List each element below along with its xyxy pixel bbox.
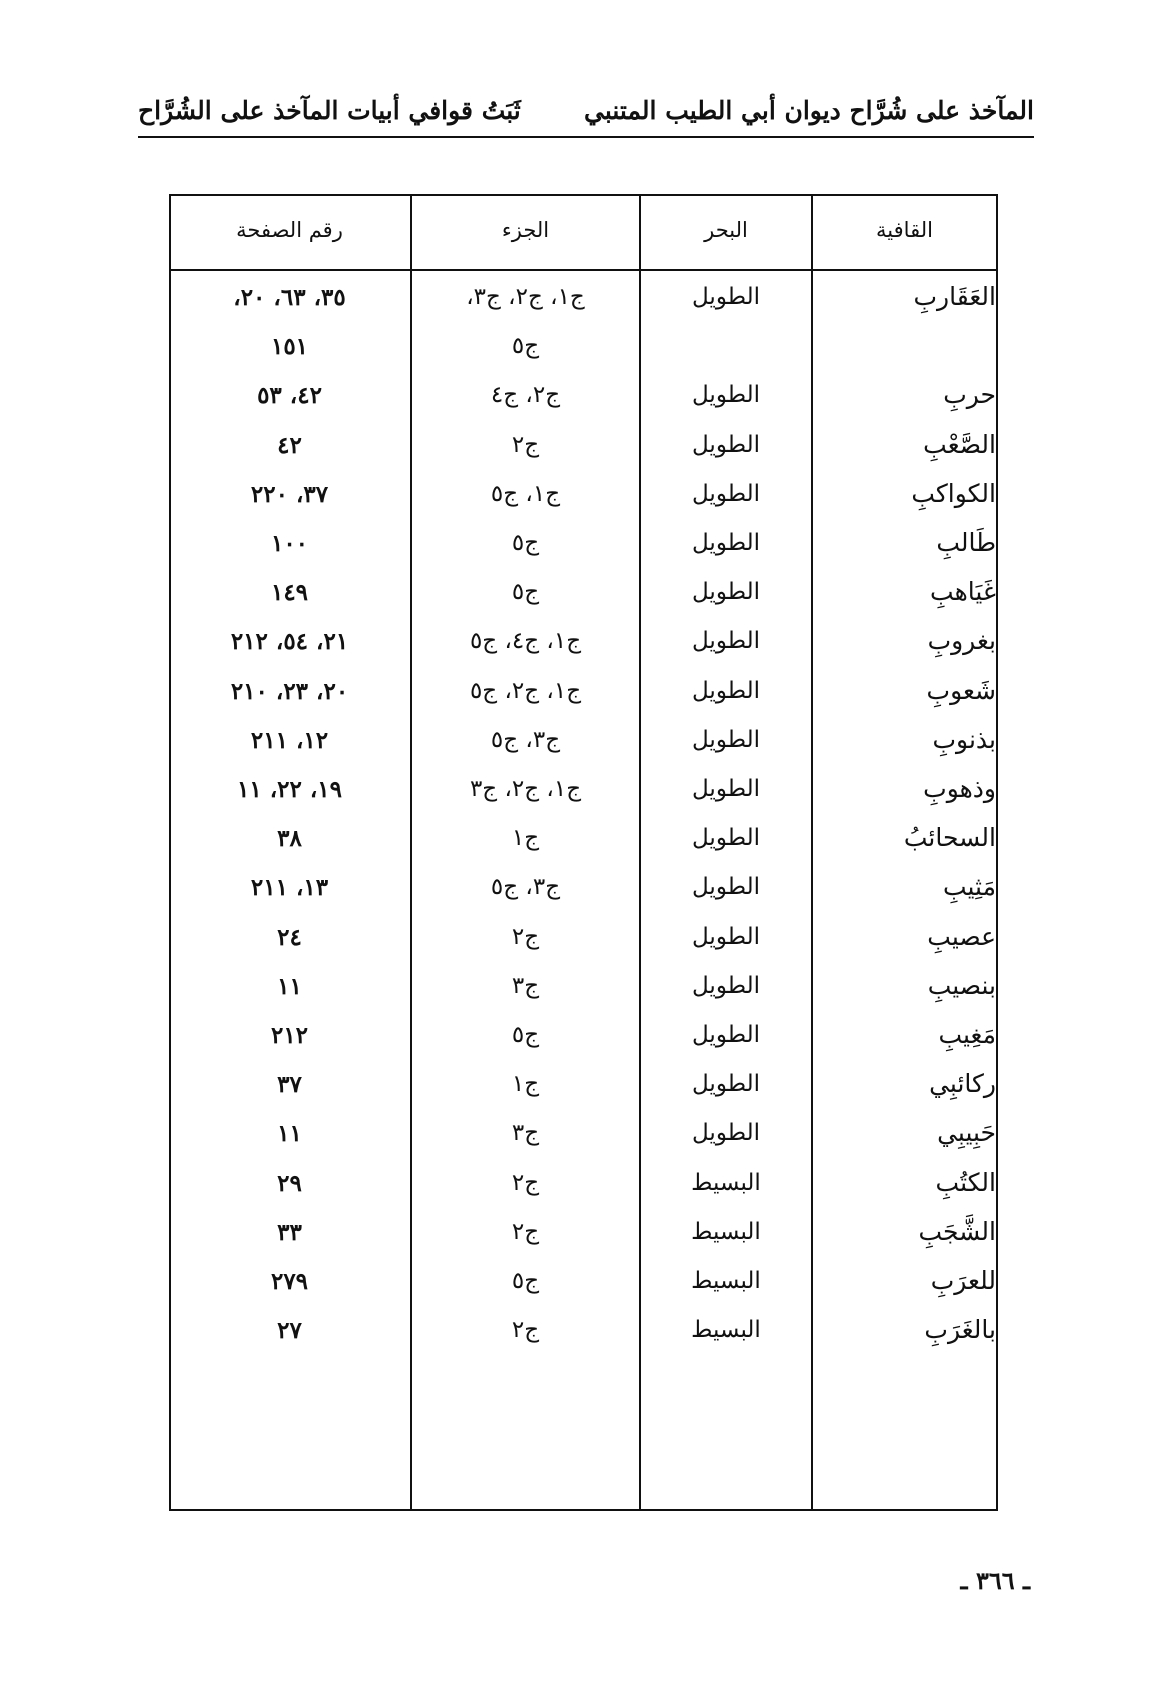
table-header-row bbox=[171, 196, 996, 271]
juz-cell: ج٥ bbox=[511, 333, 540, 360]
juz-cell: ج١ bbox=[511, 1071, 540, 1098]
page-cell: ٣٨ bbox=[277, 825, 302, 853]
table-row bbox=[171, 965, 996, 1018]
table-row bbox=[171, 768, 996, 821]
section-title: ثَبَتُ قوافي أبيات المآخذ على الشُرَّاح bbox=[138, 96, 521, 125]
qafiya-cell: بغروبِ bbox=[927, 626, 996, 656]
page-cell: ١٤٩ bbox=[270, 579, 309, 607]
bahr-cell: الطويل bbox=[692, 972, 760, 999]
column-header-qafiya: القافية bbox=[876, 218, 933, 242]
column-header-bahr: البحر bbox=[704, 218, 748, 242]
book-title: المآخذ على شُرَّاح ديوان أبي الطيب المتنبي bbox=[584, 96, 1034, 125]
juz-cell: ج٣، ج٥ bbox=[490, 726, 561, 753]
table-row bbox=[171, 276, 996, 329]
page-cell: ٢٩ bbox=[277, 1169, 302, 1197]
page-cell: ١٥١ bbox=[270, 333, 309, 361]
page-cell: ٤٢، ٥٣ bbox=[257, 382, 322, 410]
bahr-cell: الطويل bbox=[692, 874, 760, 901]
qafiya-cell: عصيبِ bbox=[927, 921, 996, 951]
table-row bbox=[171, 916, 996, 969]
juz-cell: ج٢ bbox=[511, 1218, 540, 1245]
bahr-cell: الطويل bbox=[692, 923, 760, 950]
bahr-cell: الطويل bbox=[692, 382, 760, 409]
juz-cell: ج٢ bbox=[511, 431, 540, 458]
table-row bbox=[171, 522, 996, 575]
bahr-cell: الطويل bbox=[692, 677, 760, 704]
qafiya-cell: بذنوبِ bbox=[932, 724, 996, 754]
table-row bbox=[171, 473, 996, 526]
bahr-cell: الطويل bbox=[692, 1120, 760, 1147]
bahr-cell: الطويل bbox=[692, 480, 760, 507]
page-cell: ٣٧، ٢٢٠ bbox=[250, 480, 329, 508]
rhymes-table bbox=[169, 194, 998, 1511]
bahr-cell: الطويل bbox=[692, 628, 760, 655]
bahr-cell: الطويل bbox=[692, 726, 760, 753]
page-cell: ٢٧٩ bbox=[270, 1268, 309, 1295]
qafiya-cell: بنصيبِ bbox=[927, 970, 996, 1000]
juz-cell: ج٥ bbox=[511, 530, 540, 556]
bahr-cell: الطويل bbox=[692, 431, 760, 458]
bahr-cell: البسيط bbox=[691, 1218, 761, 1245]
table-row bbox=[171, 1112, 996, 1165]
qafiya-cell: مَثِيبِ bbox=[942, 872, 996, 902]
table-row bbox=[171, 571, 996, 624]
qafiya-cell: شَعوبِ bbox=[926, 675, 996, 705]
bahr-cell: البسيط bbox=[691, 1317, 761, 1344]
bahr-cell: الطويل bbox=[692, 579, 760, 606]
page-cell: ٣٣ bbox=[277, 1218, 302, 1246]
page-cell: ٢٧ bbox=[277, 1317, 302, 1345]
page-cell: ٣٧ bbox=[277, 1071, 302, 1099]
juz-cell: ج٥ bbox=[511, 579, 540, 606]
juz-cell: ج٣ bbox=[511, 1120, 540, 1147]
table-row bbox=[171, 1063, 996, 1116]
qafiya-cell: حَبِيبِي bbox=[937, 1118, 996, 1148]
bahr-cell: الطويل bbox=[692, 1022, 760, 1048]
table-row bbox=[171, 1014, 996, 1067]
qafiya-cell: وذهوبِ bbox=[923, 774, 996, 803]
bahr-cell: الطويل bbox=[692, 776, 760, 802]
table-row bbox=[171, 670, 996, 723]
bahr-cell: البسيط bbox=[691, 1268, 761, 1294]
page-cell: ٤٢ bbox=[277, 431, 302, 459]
juz-cell: ج١، ج٢، ج٣، bbox=[466, 284, 585, 310]
table-row bbox=[171, 1211, 996, 1264]
bahr-cell: البسيط bbox=[691, 1169, 761, 1196]
page-cell: ٣٥، ٦٣، ٢٠، bbox=[233, 284, 346, 311]
column-header-page: رقم الصفحة bbox=[236, 218, 343, 242]
qafiya-cell: غَيَاهبِ bbox=[930, 577, 996, 607]
page-cell: ١٠٠ bbox=[270, 530, 309, 557]
page-cell: ١٣، ٢١١ bbox=[250, 874, 329, 902]
qafiya-cell: الشَّجَبِ bbox=[918, 1216, 996, 1246]
qafiya-cell: السحائبُ bbox=[903, 823, 996, 853]
juz-cell: ج١، ج٢، ج٣ bbox=[469, 776, 582, 802]
juz-cell: ج٢ bbox=[511, 1317, 540, 1344]
column-header-juz: الجزء bbox=[501, 218, 550, 242]
juz-cell: ج٥ bbox=[511, 1022, 540, 1048]
page-cell: ١١ bbox=[277, 1120, 302, 1148]
table-row bbox=[171, 1260, 996, 1313]
table-row bbox=[171, 1162, 996, 1215]
page-cell: ١٩، ٢٢، ١١ bbox=[236, 776, 343, 803]
qafiya-cell: ركائبِي bbox=[929, 1069, 996, 1099]
juz-cell: ج٣، ج٥ bbox=[490, 874, 561, 901]
running-header bbox=[138, 88, 1034, 138]
page-cell: ٢٠، ٢٣، ٢١٠ bbox=[230, 677, 349, 705]
table-row bbox=[171, 424, 996, 477]
page-number: ـ ٣٦٦ ـ bbox=[960, 1566, 1030, 1595]
table-row bbox=[171, 374, 996, 427]
qafiya-cell: الكتُبِ bbox=[935, 1167, 996, 1197]
juz-cell: ج١، ج٢، ج٥ bbox=[469, 677, 582, 704]
juz-cell: ج١، ج٤، ج٥ bbox=[469, 628, 582, 655]
page-cell: ٢١، ٥٤، ٢١٢ bbox=[230, 628, 349, 656]
qafiya-cell: العَقَاربِ bbox=[913, 282, 996, 311]
qafiya-cell: للعرَبِ bbox=[930, 1266, 996, 1295]
juz-cell: ج٢ bbox=[511, 923, 540, 950]
juz-cell: ج١ bbox=[511, 825, 540, 852]
qafiya-cell: الكواكبِ bbox=[911, 478, 996, 508]
qafiya-cell: الصَّعْبِ bbox=[923, 429, 996, 459]
juz-cell: ج٢ bbox=[511, 1169, 540, 1196]
qafiya-cell: مَغِيبِ bbox=[938, 1020, 996, 1049]
table-row bbox=[171, 1309, 996, 1362]
page-cell: ٢١٢ bbox=[270, 1022, 309, 1049]
juz-cell: ج٣ bbox=[511, 972, 540, 999]
juz-cell: ج٥ bbox=[511, 1268, 540, 1294]
page-cell: ١١ bbox=[277, 972, 302, 1000]
table-row bbox=[171, 817, 996, 870]
table-row bbox=[171, 866, 996, 919]
page-cell: ٢٤ bbox=[277, 923, 302, 951]
bahr-cell: الطويل bbox=[692, 284, 760, 310]
bahr-cell: الطويل bbox=[692, 825, 760, 852]
juz-cell: ج١، ج٥ bbox=[490, 480, 561, 507]
qafiya-cell: بالغَرَبِ bbox=[924, 1315, 996, 1345]
qafiya-cell: طَالبِ bbox=[936, 528, 996, 557]
table-row bbox=[171, 620, 996, 673]
bahr-cell: الطويل bbox=[692, 1071, 760, 1098]
qafiya-cell: حربِ bbox=[943, 380, 996, 410]
table-row bbox=[171, 719, 996, 772]
bahr-cell: الطويل bbox=[692, 530, 760, 556]
page-cell: ١٢، ٢١١ bbox=[250, 726, 329, 754]
table-row bbox=[171, 325, 996, 378]
juz-cell: ج٢، ج٤ bbox=[490, 382, 561, 409]
